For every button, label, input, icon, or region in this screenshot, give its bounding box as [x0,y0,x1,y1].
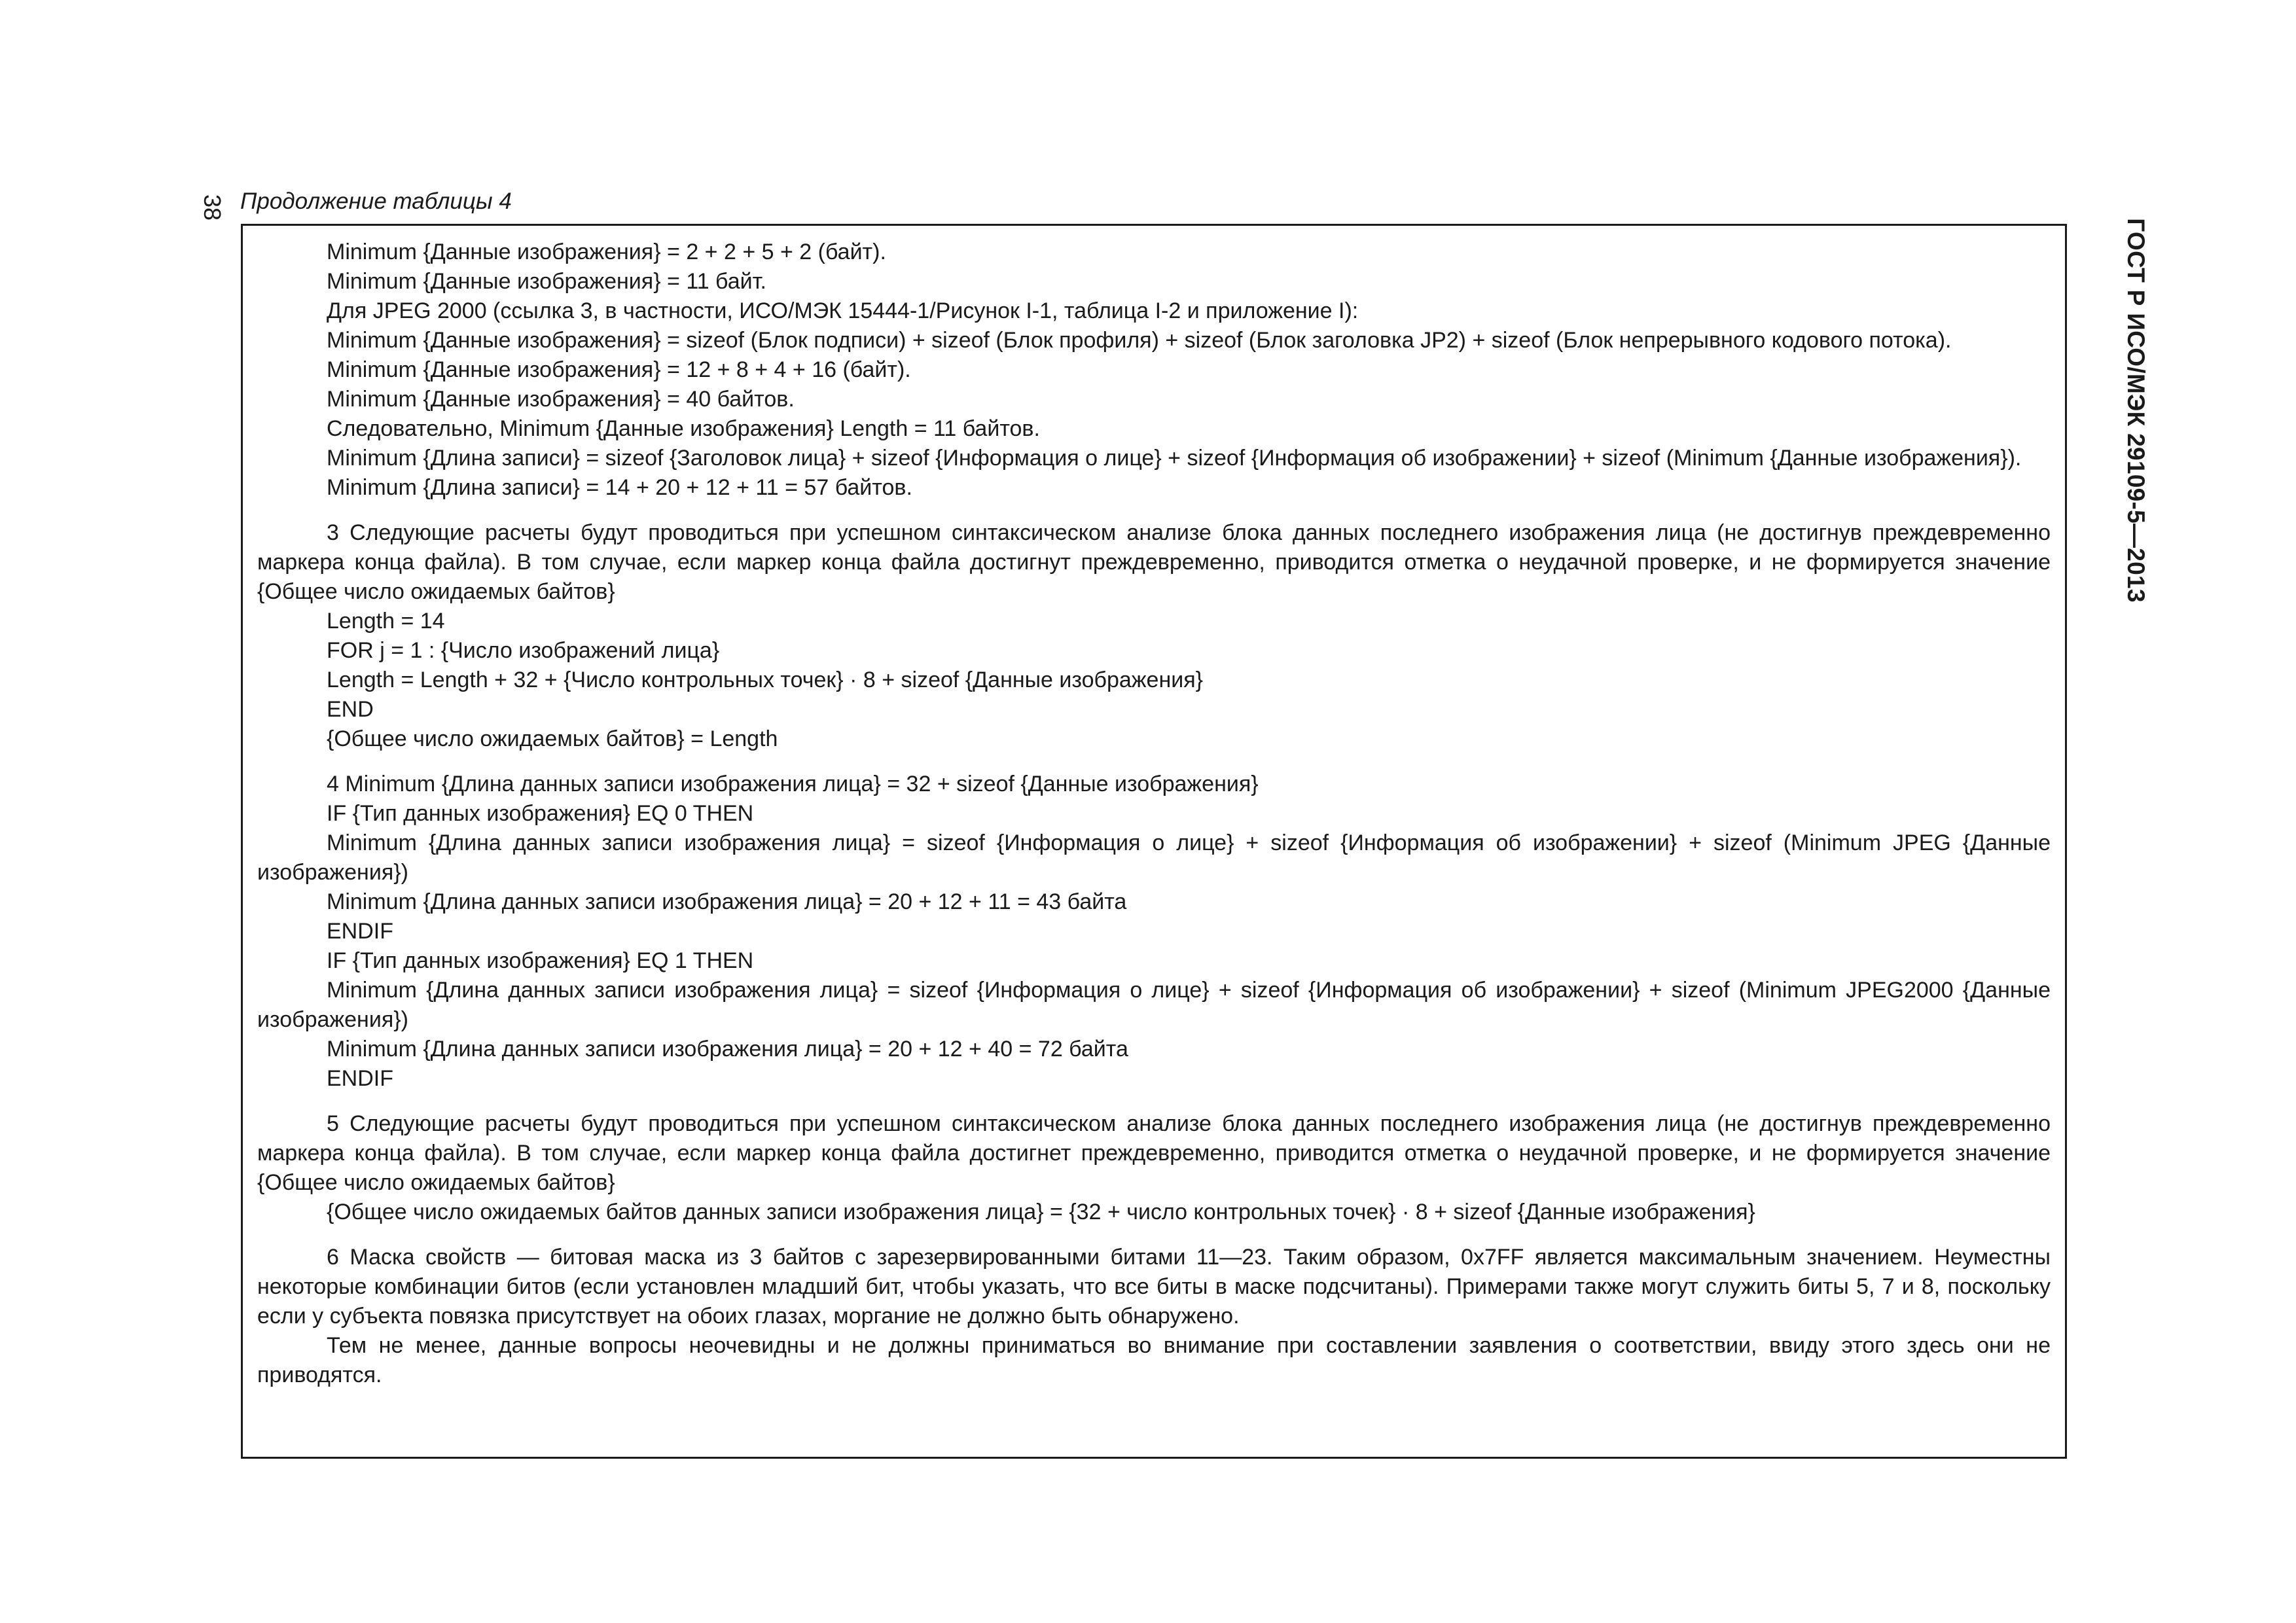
page-number [199,189,225,226]
code-line: Minimum {Длина данных записи изображения лица} = sizeof {Информация о лице} + sizeof {Информация об изображении} + sizeof (Minimum JPEG2000 {Данные изображения}) [257,978,2051,1032]
paragraph: Minimum {Длина записи} = sizeof {Заголовок лица} + sizeof {Информация о лице} + sizeof {Информация об изображении} + sizeof (Minimum {Данные изображения}). [327,446,2022,471]
page-number-text: 38 [199,194,226,221]
standard-code-text: ГОСТ Р ИСО/МЭК 29109-5—2013 [2123,218,2149,603]
code-line: Minimum {Длина данных записи изображения лица} = sizeof {Информация о лице} + sizeof {Информация об изображении} + sizeof (Minimum JPEG {Данные изображения}) [257,830,2051,885]
paragraph: Minimum {Данные изображения} = 40 байтов. [327,387,795,412]
paragraph: Для JPEG 2000 (ссылка 3, в частности, ИСО/МЭК 15444-1/Рисунок I-1, таблица I-2 и приложение I): [327,298,1359,323]
code-line: ENDIF [327,919,393,944]
note-6-continuation: Тем не менее, данные вопросы неочевидны и не должны приниматься во внимание при составлении заявления о соответствии, ввиду этого здесь они не приводятся. [257,1333,2051,1387]
code-line: {Общее число ожидаемых байтов} = Length [327,726,778,751]
note-4-text: 4 Minimum {Длина данных записи изображения лица} = 32 + sizeof {Данные изображения} [327,772,1259,796]
standard-code-sidebar [2114,191,2157,630]
code-line: Length = 14 [327,609,445,633]
paragraph: Minimum {Данные изображения} = 12 + 8 + 4 + 16 (байт). [327,357,911,382]
paragraph: Следовательно, Minimum {Данные изображения} Length = 11 байтов. [327,416,1040,441]
code-line: Minimum {Длина данных записи изображения лица} = 20 + 12 + 40 = 72 байта [327,1037,1128,1061]
note-3-text: 3 Следующие расчеты будут проводиться при успешном синтаксическом анализе блока данных последнего изображения лица (не достигнув преждевременно маркера конца файла). В том случае, если маркер конца файла достигнут преждевременно, приводится отметка о неудачной проверке, и не формируется значение {Общее число ожидаемых байтов} [257,520,2051,604]
table-content-frame [241,224,2067,1459]
paragraph: Minimum {Данные изображения} = sizeof (Блок подписи) + sizeof (Блок профиля) + sizeof (Блок заголовка JP2) + sizeof (Блок непрерывного кодового потока). [327,328,1952,353]
code-line: FOR j = 1 : {Число изображений лица} [327,638,720,663]
code-line: IF {Тип данных изображения} EQ 1 THEN [327,948,754,973]
code-line: Minimum {Длина данных записи изображения лица} = 20 + 12 + 11 = 43 байта [327,889,1127,914]
code-line: IF {Тип данных изображения} EQ 0 THEN [327,801,754,826]
table-continuation-caption: Продолжение таблицы 4 [240,188,512,214]
note-6-text: 6 Маска свойств — битовая маска из 3 байтов с зарезервированными битами 11—23. Таким образом, 0x7FF является максимальным значением. Неуместны некоторые комбинации битов (если установлен младший бит, чтобы указать, что все биты в маске подсчитаны). Примерами также могут служить биты 5, 7 и 8, поскольку если у субъекта повязка присутствует на обоих глазах, моргание не должно быть обнаружено. [257,1245,2051,1329]
paragraph: Minimum {Длина записи} = 14 + 20 + 12 + 11 = 57 байтов. [327,475,912,500]
code-line: {Общее число ожидаемых байтов данных записи изображения лица} = {32 + число контрольных точек} · 8 + sizeof {Данные изображения} [327,1200,1755,1224]
paragraph: Minimum {Данные изображения} = 11 байт. [327,269,766,294]
note-5-text: 5 Следующие расчеты будут проводиться при успешном синтаксическом анализе блока данных последнего изображения лица (не достигнув преждевременно маркера конца файла). В том случае, если маркер конца файла достигнет преждевременно, приводится отметка о неудачной проверке, и не формируется значение {Общее число ожидаемых байтов} [257,1111,2051,1195]
code-line: ENDIF [327,1066,393,1091]
code-line: Length = Length + 32 + {Число контрольных точек} · 8 + sizeof {Данные изображения} [327,668,1203,692]
paragraph: Minimum {Данные изображения} = 2 + 2 + 5 + 2 (байт). [327,240,886,264]
code-line: END [327,697,374,722]
